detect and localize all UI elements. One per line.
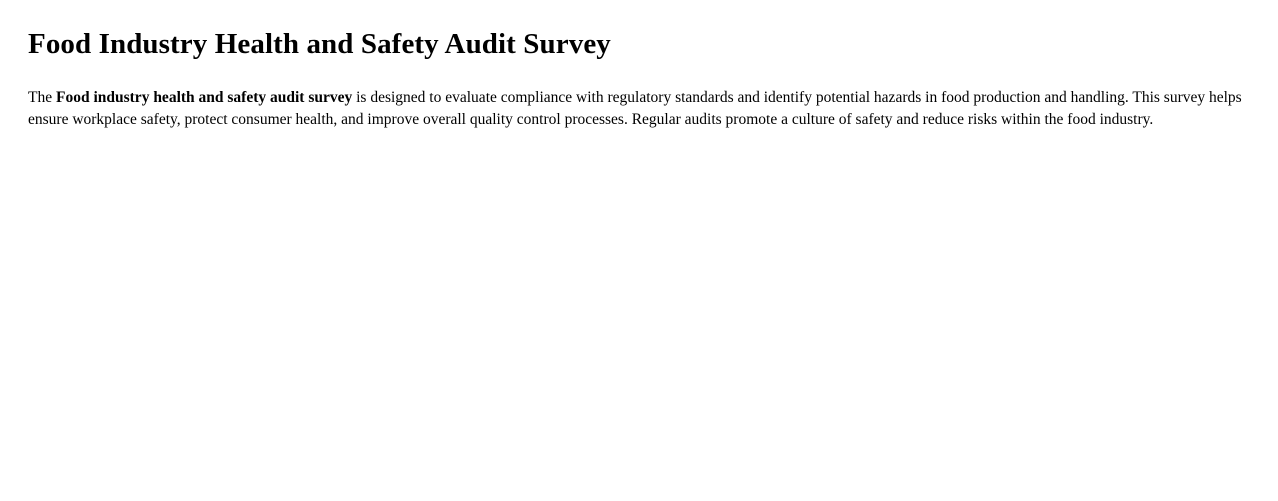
page-title: Food Industry Health and Safety Audit Survey [28,28,611,60]
intro-body-text: is designed to evaluate compliance with regulatory standards and identify potential hazards in food production and handling. This survey helps ensure workplace safety, protect consumer health, and improve overall quality control processes. Regular audits promote a culture of safety and reduce risks within the food industry. [28,89,1242,129]
intro-paragraph [28,87,1246,131]
intro-lead-text: The [28,89,56,107]
intro-emphasis-text: Food industry health and safety audit survey [55,89,353,107]
document-page [0,0,1278,131]
